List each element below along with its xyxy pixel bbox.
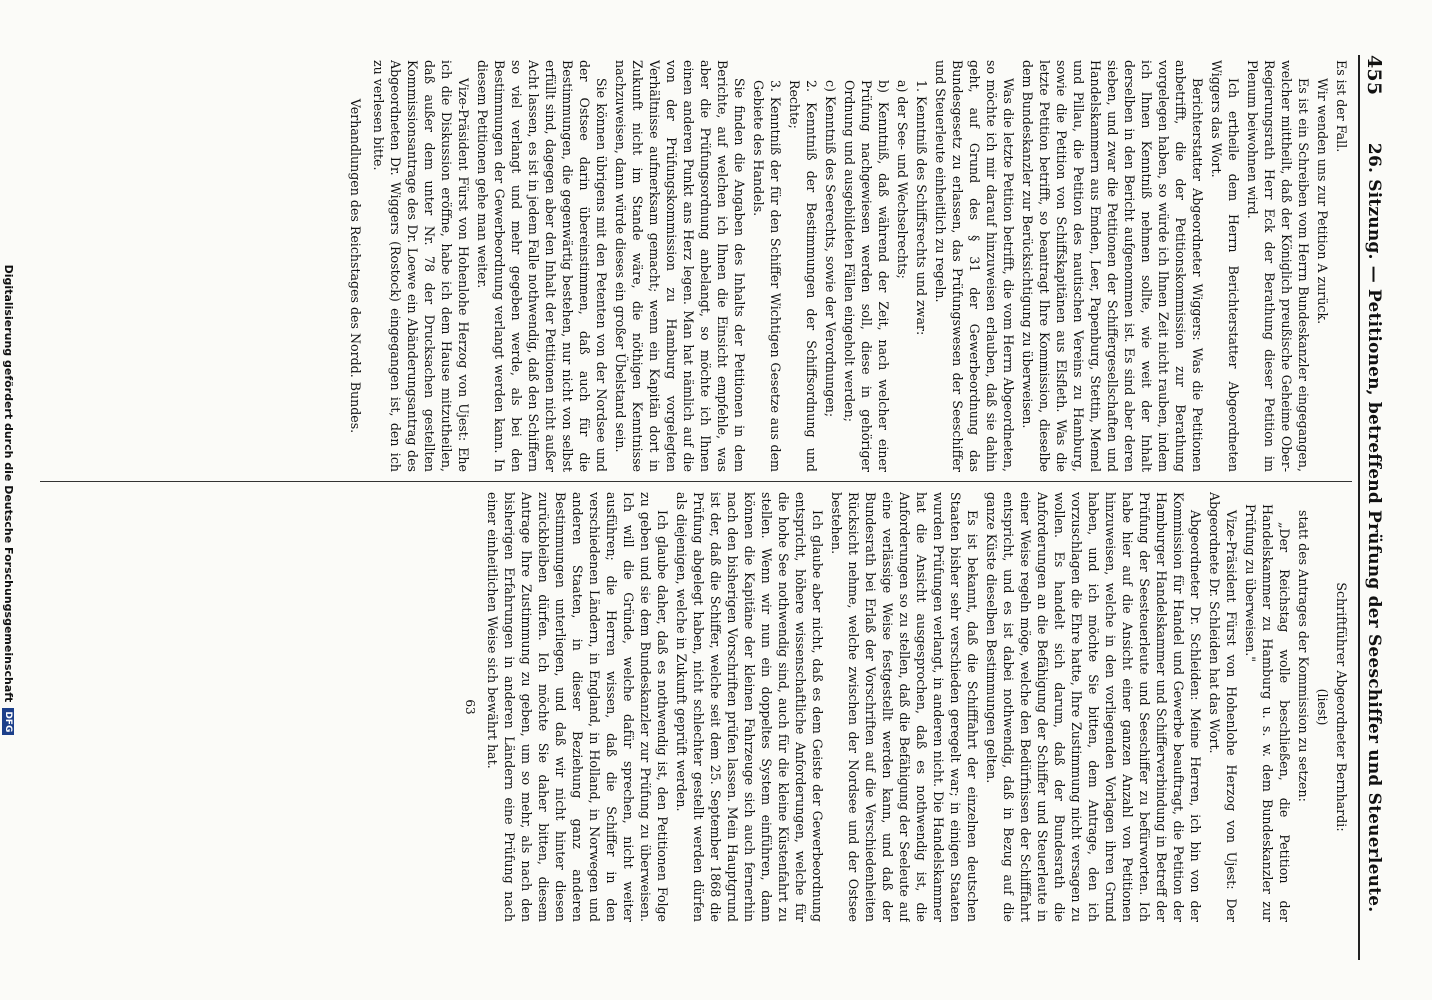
list-item: b) Kenntniß, daß während der Zeit, nach welcher einer Prüfung nachgewiesen werden soll, diese in gehöriger Ordnung und ausgebildeten Fällen eingeholt werden; xyxy=(842,80,891,472)
running-title: 26. Sitzung. — Petitionen, betreffend Prüfung der Seeschiffer und Steuerleute. xyxy=(1364,142,1384,913)
page-number: 455 xyxy=(1363,55,1385,96)
list-item: a) der See- und Wechselrechts; xyxy=(895,80,910,279)
digitization-credit xyxy=(2,0,15,1000)
quoted-motion: „Der Reichstag wolle beschließen, die Petition der Handelskammer zu Hamburg u. s. w. dem Bundeskanzler zur Prüfung zu überweisen." xyxy=(1243,504,1292,922)
paragraph: Vize-Präsident Fürst von Hohenlohe Herzog von Ujest: Ehe ich die Diskussion eröffne, habe ich dem Hause mitzutheilen, daß außer dem unter Nr. 78 der Drucksachen gestellten Kommissionsantrage des Dr. Loewe ein Abänderungsantrag des Abgeordneten Dr. Wiggers (Rostock) eingegangen ist, den ich zu verlesen bitte. xyxy=(371,60,471,472)
paragraph: Abgeordneter Dr. Schleiden: Meine Herren, ich bin von der Kommission für Handel und Gewerbe beauftragt, die Petition der Hamburger Handelskammer und Schifferverbindung in Betreff der Prüfung der Seesteuerleute und Seeschiffer zu befürworten. Ich habe hier auf die Ansicht einer ganzen Anzahl von Petitionen hinzuweisen, welche in den vorliegenden Vorlagen ihren Grund haben, und ich möchte Sie bitten, dem Antrage, den ich vorzuschlagen die Ehre hatte, Ihre Zustimmung nicht versagen zu wollen. Es handelt sich darum, daß der Bundesrath die Anforderungen an die Befähigung der Schiffer und Steuerleute in einer Weise regeln möge, welche den Bedürfnissen der Schifffahrt entspricht, und es ist dabei nothwendig, daß in Bezug auf die ganze Küste dieselben Bestimmungen gelten. xyxy=(984,492,1203,922)
column-right xyxy=(40,60,1350,472)
signature-mark: 63 xyxy=(463,699,477,715)
speaker-heading: Schriftführer Abgeordneter Bernhardi: xyxy=(1334,582,1349,832)
list-item: 2. Kenntniß der Bestimmungen der Schiffsordnung und Rechte; xyxy=(787,80,819,472)
page-header xyxy=(1358,55,1394,960)
column-divider xyxy=(40,481,1352,482)
paragraph: Ich ertheile dem Herrn Berichterstatter Abgeordneten Wiggers das Wort. xyxy=(1209,60,1241,472)
column-left xyxy=(40,492,1350,922)
publication-footer: Verhandlungen des Reichstages des Nordd. Bundes. xyxy=(348,98,363,434)
list-item: c) Kenntniß des Seerechts, sowie der Verordnungen; xyxy=(823,80,838,418)
stage-direction: (liest) xyxy=(1315,688,1330,726)
paragraph: Es ist ein Schreiben vom Herrn Bundeskanzler eingegangen, welcher mittheilt, daß der Königlich preußische Geheime Ober-Regierungsrath Herr Eck der Berathung dieser Petition im Plenum beiwohnen wird. xyxy=(1245,60,1311,472)
paragraph: Sie können übrigens mit den Petenten von der Nordsee und der Ostsee darin übereinstimmen, daß auch für die Bestimmungen, die gegenwärtig bestehen, nur nicht von selbst erfüllt sind, dagegen aber den Inhalt der Petitionen nicht außer Acht lassen, es ist in jedem Falle nothwendig, daß den Schiffern so viel verlangt und mehr gegeben werde, als bei den Bestimmungen der Gewerbeordnung verlangt werden kann. In diesem Petitionen gehe man weiter. xyxy=(475,60,609,472)
paragraph: Wir wenden uns zur Petition A zurück. xyxy=(1315,78,1330,325)
dfg-logo: DFG xyxy=(3,708,15,735)
paragraph: Ich glaube aber nicht, daß es dem Geiste der Gewerbeordnung entspricht, höhere wissenschaftliche Anforderungen, welche für die hohe See nothwendig sind, auch für die kleine Küstenfahrt zu stellen. Wenn wir nun ein doppeltes System einführen, dann können die Kapitäne der kleinen Fahrzeuge sich auch fernerhin nach den bisherigen Vorschriften prüfen lassen. Mein Hauptgrund ist der, daß die Schiffer, welche seit dem 25. September 1868 die Prüfung abgelegt haben, nicht schlechter gestellt werden dürfen als diejenigen, welche in Zukunft geprüft werden. xyxy=(674,492,825,922)
paragraph: Berichterstatter Abgeordneter Wiggers: Was die Petitionen anbetrifft, die der Petitionskommission zur Berathung vorgelegen haben, so würde ich Ihnen Zeit nicht rauben, indem ich Ihnen Kenntniß nehmen sollte, wie weit der Inhalt derselben in den Bericht aufgenommen ist. Es sind aber deren sieben, und zwar die Petitionen der Schiffergesellschaften und Handelskammern aus Emden, Leer, Papenburg, Stettin, Memel und Pillau, die Petition des nautischen Vereins zu Hamburg, sowie die Petition von Schiffskapitänen aus Elsfleth. Was die letzte Petition betrifft, so beantragt Ihre Kommission, dieselbe dem Bundeskanzler zur Berücksichtigung zu überweisen. xyxy=(1020,60,1205,472)
paragraph: Ich glaube daher, daß es nothwendig ist, den Petitionen Folge zu geben und sie dem Bundeskanzler zur Prüfung zu überweisen. Ich will die Gründe, welche dafür sprechen, nicht weiter ausführen; die Herren wissen, daß die Schiffer in den verschiedenen Ländern, in England, in Holland, in Norwegen und anderen Staaten, in dieser Beziehung ganz anderen Bestimmungen unterliegen, und daß wir nicht hinter diesen zurückbleiben dürfen. Ich möchte Sie daher bitten, diesem Antrage Ihre Zustimmung zu geben, um so mehr, als nach den bisherigen Erfahrungen in anderen Ländern eine Prüfung nach einer einheitlichen Weise sich bewährt hat. xyxy=(485,492,670,922)
paragraph: Es ist der Fall. xyxy=(1334,60,1349,153)
paragraph: Vize-Präsident Fürst von Hohenlohe Herzog von Ujest: Der Abgeordnete Dr. Schleiden hat das Wort. xyxy=(1207,492,1239,922)
paragraph: Sie finden die Angaben des Inhalts der Petitionen in dem Berichte, auf welchen ich Ihnen die Einsicht empfehle, was aber die Prüfungsordnung anbelangt, so möchte ich Ihnen einen anderen Punkt ans Herz legen. Man hat nämlich auf die von der Prüfungskommission zu Hamburg vorgelegten Verhältnisse aufmerksam gemacht; wenn ein Kapitän dort in Zukunft nicht im Stande wäre, die nöthigen Kenntnisse nachzuweisen, dann würde dieses ein großer Übelstand sein. xyxy=(613,60,747,472)
paragraph: Was die letzte Petition betrifft, die vom Herrn Abgeordneten, so möchte ich mir darauf hinzuweisen erlauben, daß sie dahin geht, auf Grund des § 31 der Gewerbeordnung das Bundesgesetz zu erlassen, das Prüfungswesen der Seeschiffer und Steuerleute einheitlich zu regeln. xyxy=(933,60,1016,472)
digitization-text: Digitalisierung gefördert durch die Deutsche Forschungsgemeinschaft xyxy=(2,264,15,703)
list-item: 1. Kenntniß des Schiffsrechts und zwar: xyxy=(914,80,929,336)
paragraph: statt des Antrages der Kommission zu setzen: xyxy=(1296,510,1311,802)
list-item: 3. Kenntniß der für den Schiffer Wichtigen Gesetze aus dem Gebiete des Handels. xyxy=(751,80,783,472)
paragraph: Es ist bekannt, daß die Schifffahrt der einzelnen deutschen Staaten bisher sehr verschieden geregelt war; in einigen Staaten wurden Prüfungen verlangt, in anderen nicht. Die Handelskammer hat die Ansicht ausgesprochen, daß es nothwendig ist, die Anforderungen so zu stellen, daß die Befähigung der Seeleute auf eine verlässige Weise festgestellt werden kann, und daß der Bundesrath bei Erlaß der Vorschriften auf die Verschiedenheiten Rücksicht nehme, welche zwischen der Nordsee und der Ostsee bestehen. xyxy=(829,492,980,922)
